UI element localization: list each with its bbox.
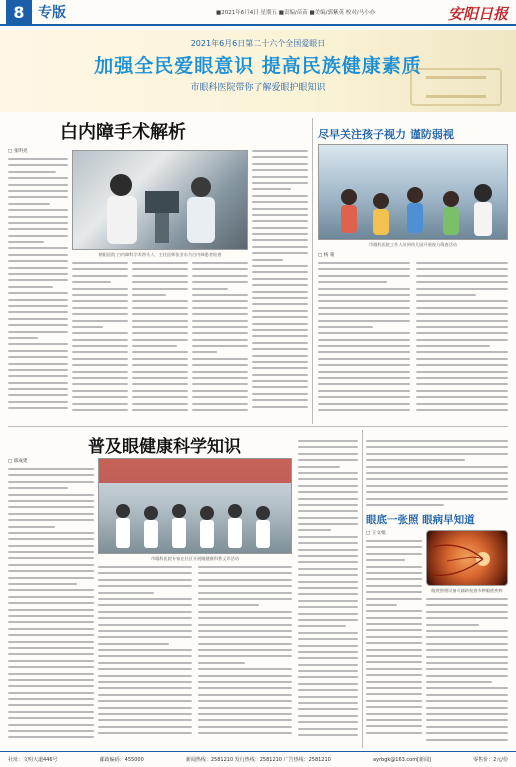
science-byline: □ 邵成建 [8, 459, 28, 464]
footer-address: 社址：文明大道446号 [8, 757, 58, 763]
science-col-4 [298, 440, 358, 748]
fundus-col-1 [366, 540, 422, 748]
cataract-col-2 [72, 262, 128, 420]
footer [0, 751, 516, 767]
banner-date: 2021年6月6日第二十六个全国爱眼日 [190, 39, 326, 48]
community-event-illustration-icon [99, 459, 292, 554]
cataract-title: 白内障手术解析 [60, 122, 186, 143]
children-col-1 [318, 262, 410, 422]
science-col-3 [198, 566, 292, 748]
science-col-1 [8, 468, 94, 748]
issue-meta: ■2021年6月4日 星期五 ■责编/苗苗 ■美编/郭紫英 校对/马小亦 [216, 10, 376, 16]
page-number: 8 [6, 0, 32, 24]
cataract-caption: 朝阳医院 白内障科学术带头人、主任医师张亚东为白内障患者检查 [98, 252, 222, 257]
fundus-photo [426, 530, 508, 586]
top-bar [0, 0, 516, 26]
science-photo [98, 458, 292, 554]
children-byline: □ 杨 蒙 [318, 253, 335, 258]
children-screening-illustration-icon [319, 145, 508, 240]
fundus-caption: 眼底照相设备可辅助检查多种眼底疾病 [431, 588, 503, 593]
science-title: 普及眼健康科学知识 [88, 437, 241, 457]
column-divider-2 [362, 430, 363, 748]
footer-price: 零售价：2元/份 [473, 757, 508, 763]
section-divider [8, 426, 508, 427]
cataract-col-5 [252, 150, 308, 420]
retina-illustration-icon [427, 531, 508, 586]
footer-email: ayrbgk@163.com[新闻] [372, 757, 432, 763]
column-divider [312, 118, 313, 424]
cataract-byline: □ 张明亮 [8, 149, 28, 154]
banner-headline: 加强全民爱眼意识 提高民族健康素质 [94, 55, 422, 77]
science-caption: 市眼科医院专家在社区开展眼健康科普义诊活动 [151, 556, 239, 561]
cataract-col-4 [192, 262, 248, 420]
banner-decoration-lines-icon [426, 76, 486, 98]
cataract-photo [72, 150, 248, 250]
cataract-col-3 [132, 262, 188, 420]
fundus-title: 眼底一张照 眼病早知道 [366, 514, 475, 526]
fundus-col-2 [426, 598, 508, 748]
footer-phones: 新闻热线：2581210 发行热线：2581210 广告热线：2581210 [185, 757, 331, 763]
banner [0, 30, 516, 112]
science-col-2 [98, 566, 192, 748]
fundus-byline: □ 王文娟 [366, 531, 386, 536]
banner-subtitle: 市眼科医院带你了解爱眼护眼知识 [190, 83, 326, 93]
newspaper-logo: 安阳日报 [447, 5, 508, 23]
cataract-col-1 [8, 158, 68, 420]
children-col-2 [416, 262, 508, 422]
footer-postcode: 邮政编码：455000 [99, 757, 144, 763]
fundus-intro-text [366, 440, 508, 506]
section-label: 专版 [38, 5, 66, 21]
children-title: 尽早关注孩子视力 谨防弱视 [318, 128, 454, 141]
children-photo [318, 144, 508, 240]
children-caption: 市眼科医院工作人员到幼儿园开展视力筛查活动 [369, 242, 457, 247]
doctor-exam-illustration-icon [73, 151, 248, 250]
